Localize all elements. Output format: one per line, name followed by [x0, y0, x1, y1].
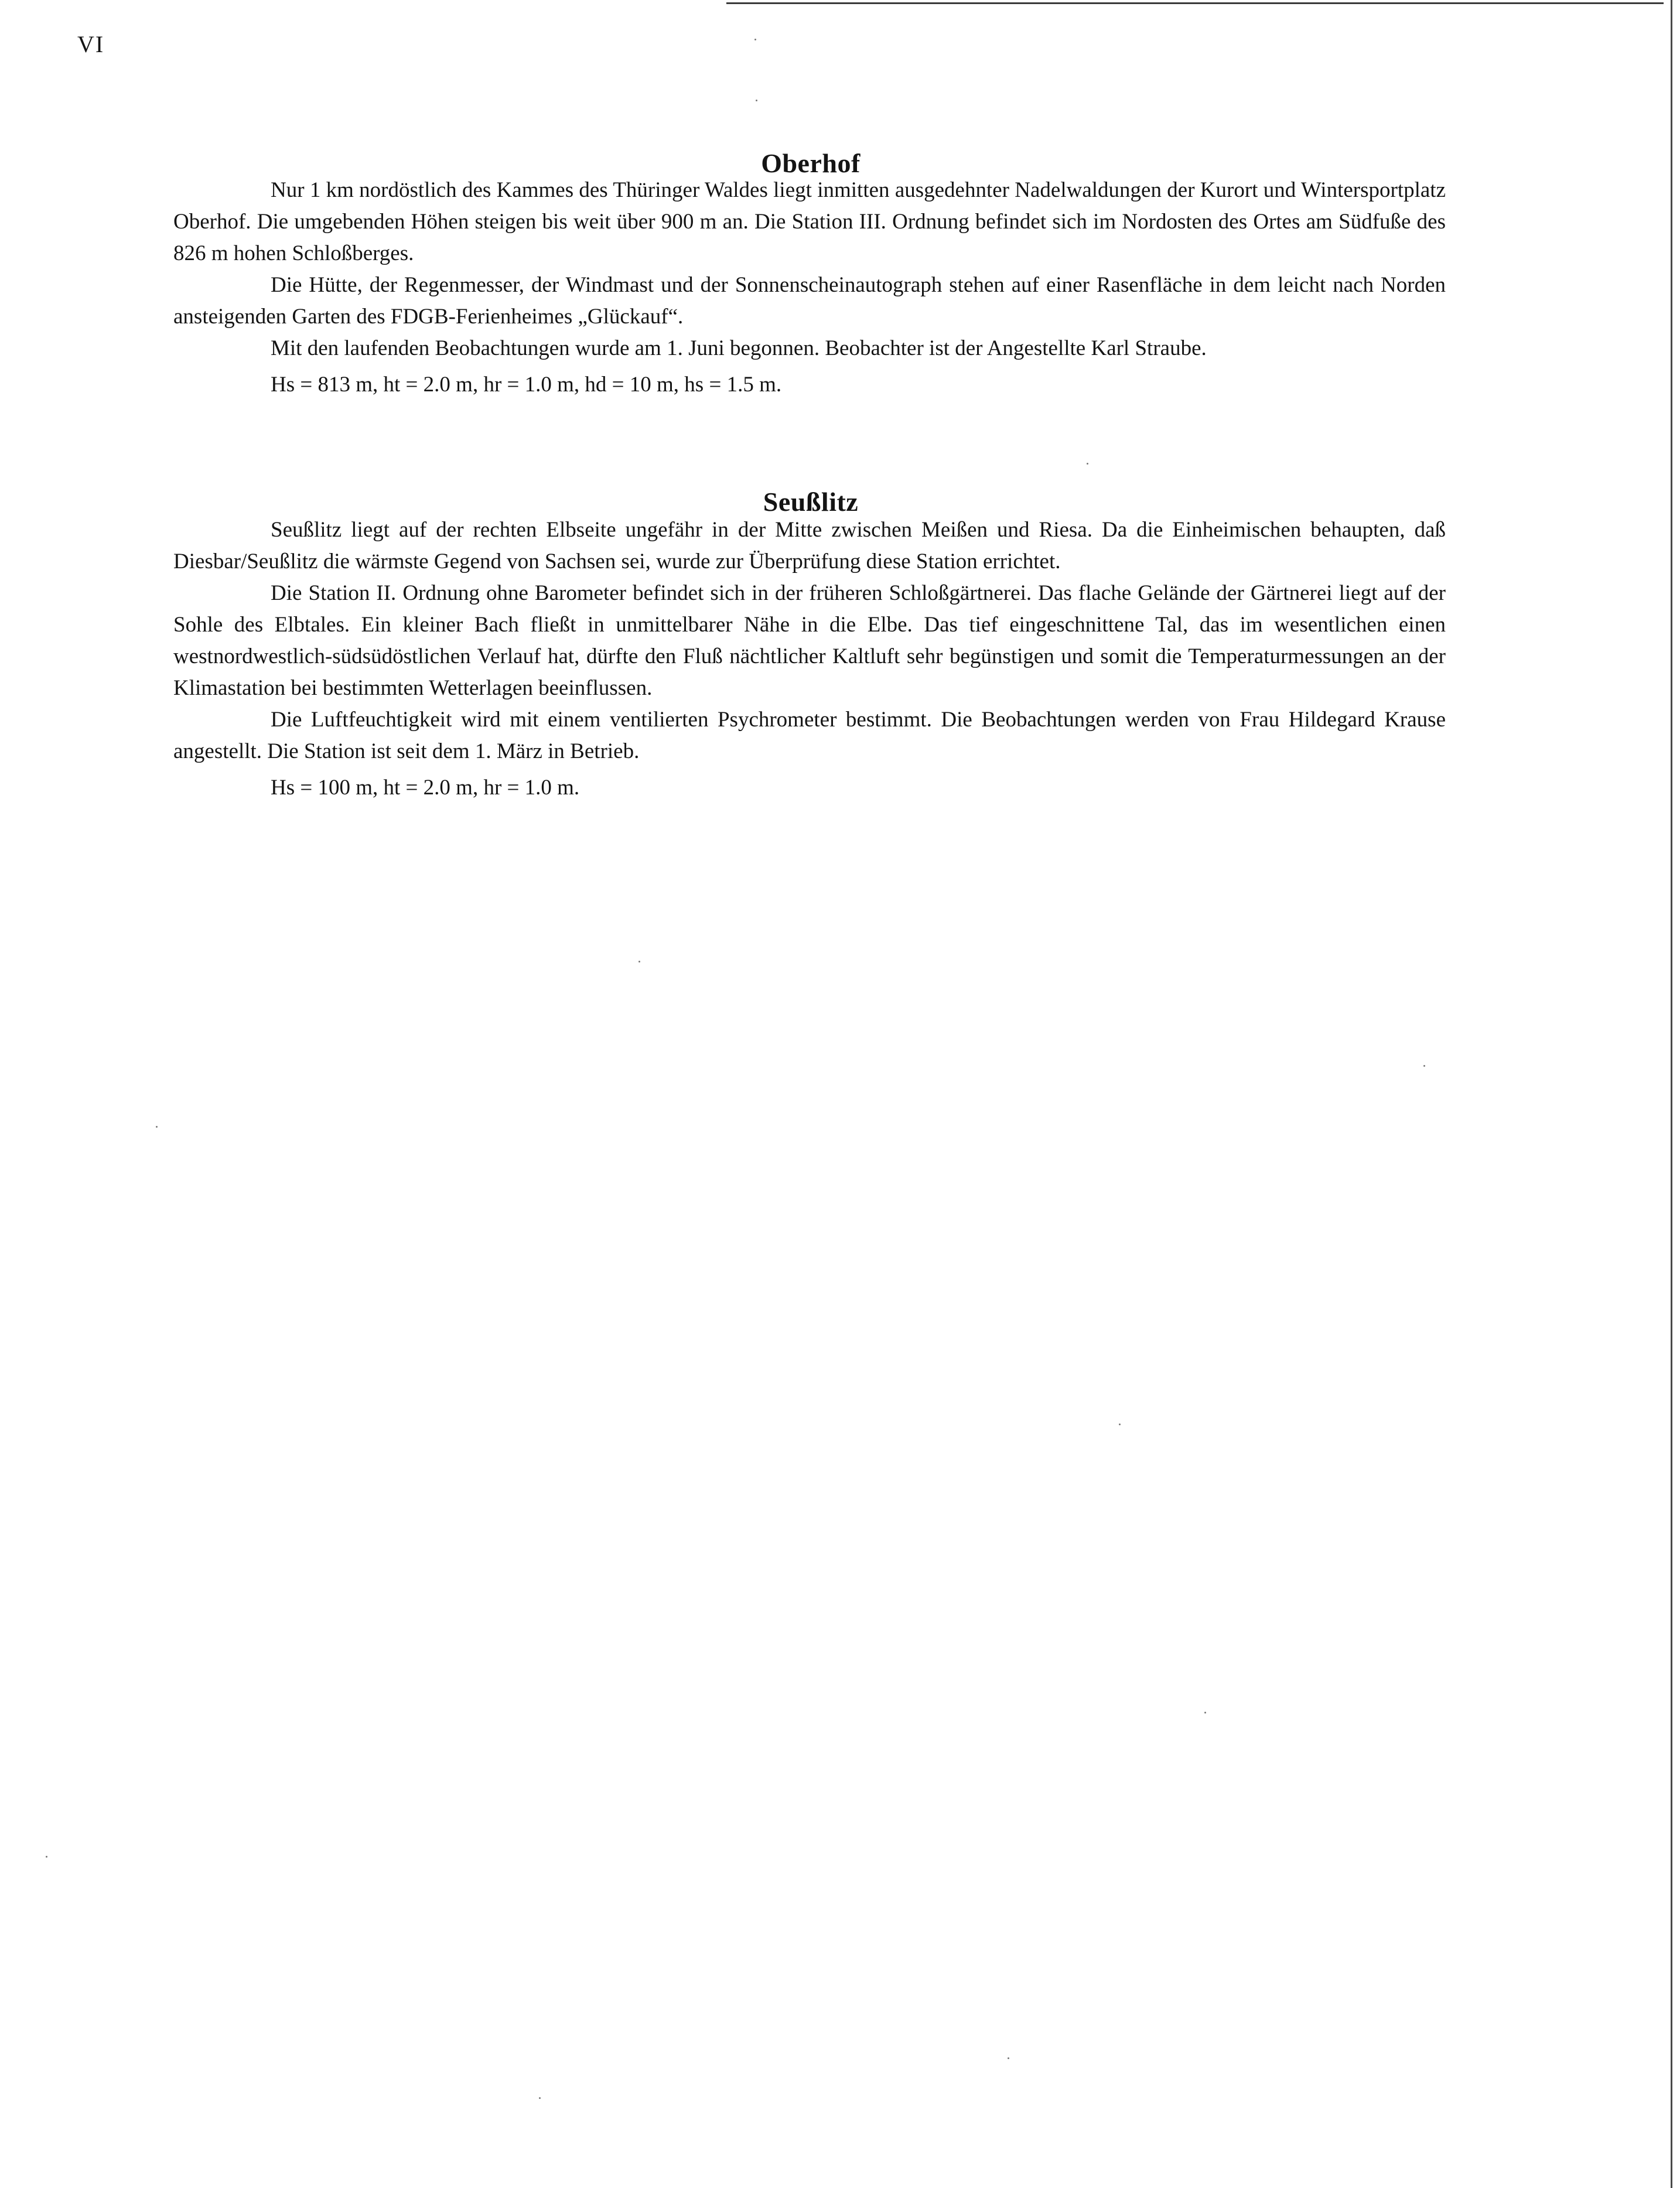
section-body-oberhof	[173, 175, 1446, 401]
paragraph: Mit den laufenden Beobachtungen wurde am 1. Juni begonnen. Beobachter ist der Angestellte Karl Straube.	[271, 336, 1207, 360]
scan-speck	[1423, 1065, 1425, 1067]
paragraph: Die Luftfeuchtigkeit wird mit einem ventilierten Psychrometer bestimmt. Die Beobachtungen werden von Frau Hildegard Krause angestellt. Die Station ist seit dem 1. März in Betrieb.	[173, 708, 1446, 763]
scan-speck	[156, 1126, 158, 1128]
top-border-rule	[726, 2, 1664, 4]
paragraph: Die Station II. Ordnung ohne Barometer befindet sich in der früheren Schloßgärtnerei. Das flache Gelände der Gärtnerei liegt auf der Sohle des Elbtales. Ein kleiner Bach fließt in unmittelbarer Nähe in die Elbe. Das tief eingeschnittene Tal, das im wesentlichen einen westnordwestlich-südsüdöstlichen Verlauf hat, dürfte den Fluß nächtlicher Kaltluft sehr begünstigen und somit die Temperaturmessungen an der Klimastation bei bestimmten Wetterlagen beeinflussen.	[173, 581, 1446, 700]
scan-speck	[1008, 2057, 1009, 2059]
scan-speck	[756, 100, 757, 101]
section-title-oberhof: Oberhof	[761, 148, 861, 179]
scan-speck	[46, 1856, 47, 1858]
paragraph: Die Hütte, der Regenmesser, der Windmast und der Sonnenscheinautograph stehen auf einer Rasenfläche in dem leicht nach Norden ansteigenden Garten des FDGB-Ferienheimes „Glückauf“.	[173, 273, 1446, 329]
station-heights-formula: Hs = 813 m, ht = 2.0 m, hr = 1.0 m, hd = 10 m, hs = 1.5 m.	[271, 373, 782, 397]
scan-speck	[1087, 463, 1088, 465]
paragraph: Nur 1 km nordöstlich des Kammes des Thüringer Waldes liegt inmitten ausgedehnter Nadelwaldungen der Kurort und Wintersportplatz Oberhof. Die umgebenden Höhen steigen bis weit über 900 m an. Die Station III. Ordnung befindet sich im Nordosten des Ortes am Südfuße des 826 m hohen Schloßberges.	[173, 178, 1446, 265]
scan-speck	[539, 2097, 541, 2099]
station-heights-formula: Hs = 100 m, ht = 2.0 m, hr = 1.0 m.	[271, 776, 580, 800]
scan-speck	[1119, 1424, 1121, 1425]
section-title-seusslitz: Seußlitz	[763, 487, 859, 517]
right-page-edge	[1671, 0, 1672, 2188]
paragraph: Seußlitz liegt auf der rechten Elbseite ungefähr in der Mitte zwischen Meißen und Riesa. Da die Einheimischen behaupten, daß Diesbar/Seußlitz die wärmste Gegend von Sachsen sei, wurde zur Überprüfung diese Station errichtet.	[173, 518, 1446, 574]
page-number: VI	[77, 31, 105, 57]
scan-speck	[1204, 1712, 1206, 1713]
scan-speck	[754, 39, 756, 40]
scan-speck	[638, 961, 640, 962]
section-body-seusslitz	[173, 514, 1446, 804]
